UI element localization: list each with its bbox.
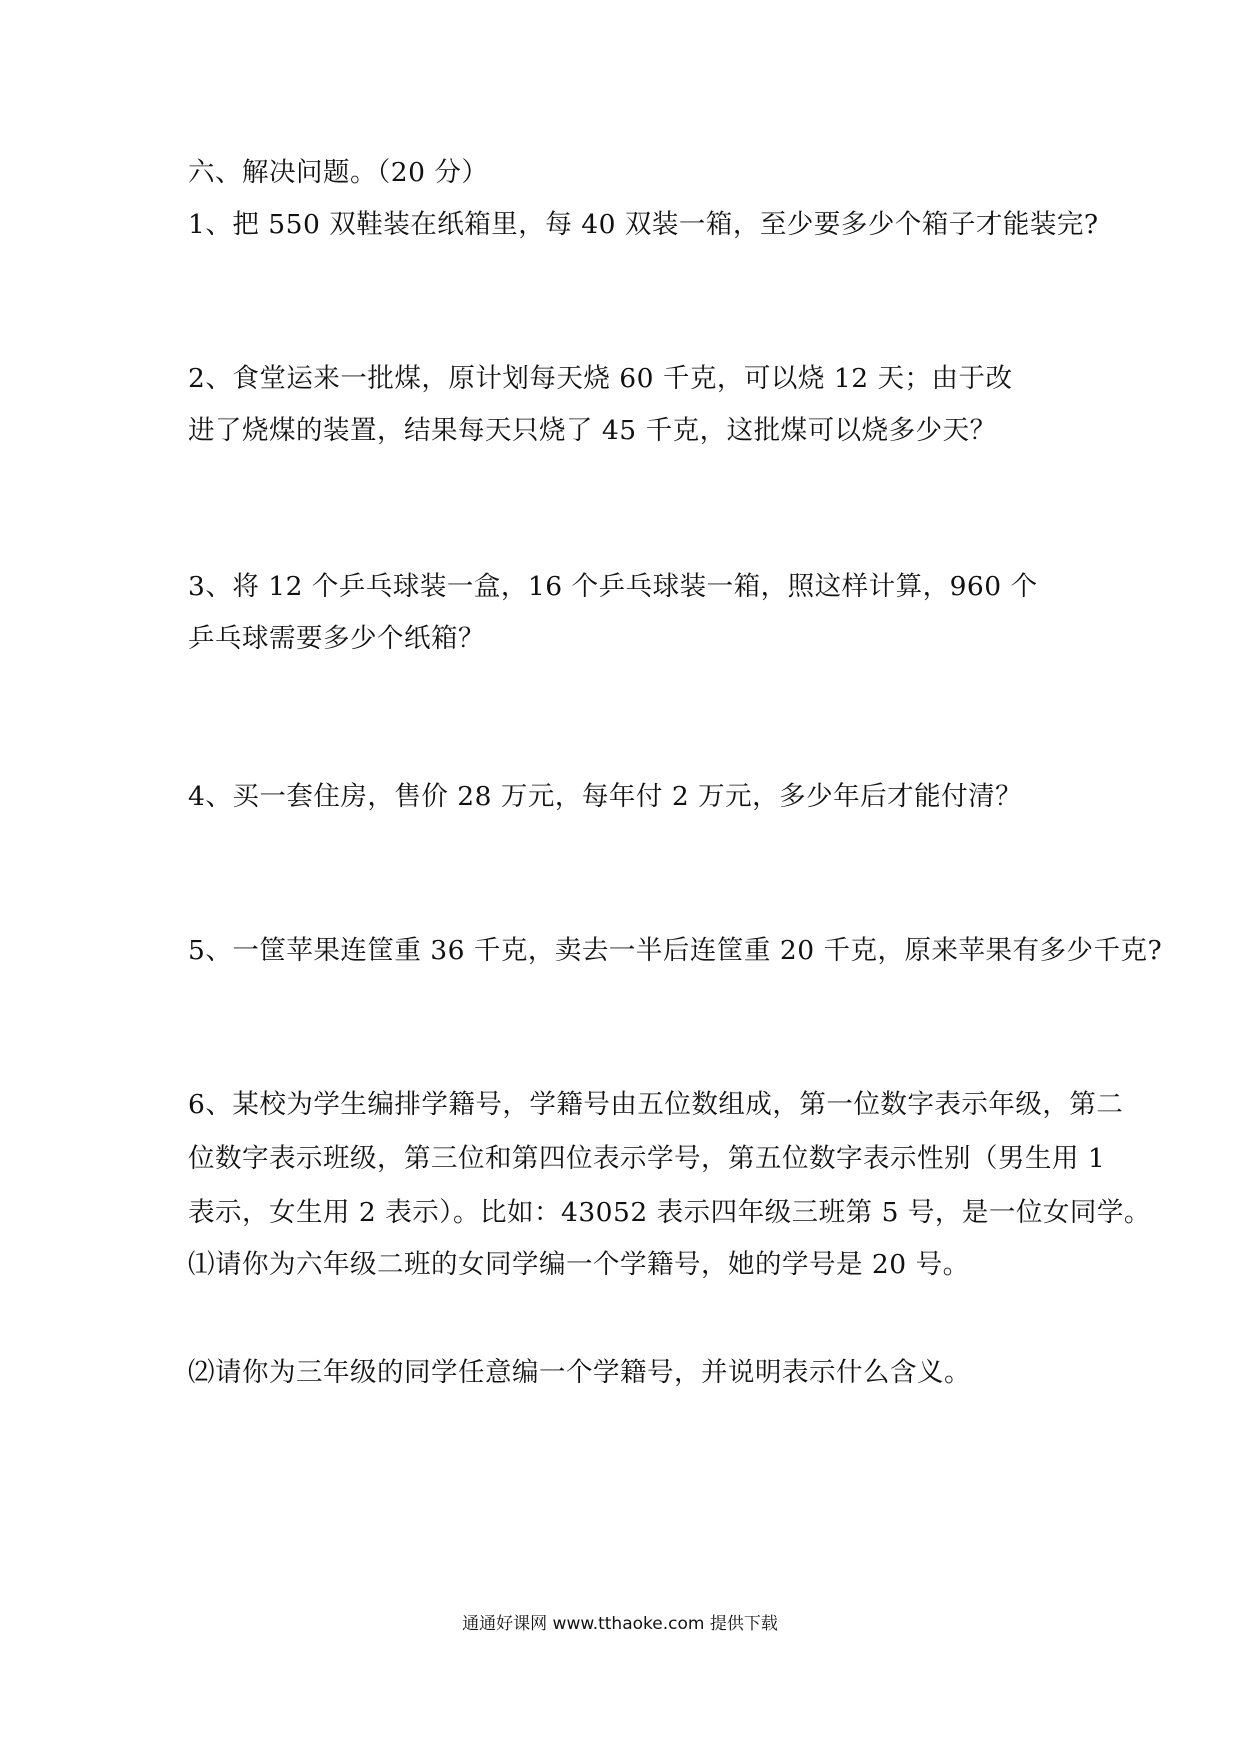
problem-3-line-1: 3、将 12 个乒乓球装一盒，16 个乒乓球装一箱，照这样计算，960 个 (188, 571, 1038, 602)
problem-4-line-1: 4、买一套住房，售价 28 万元，每年付 2 万元，多少年后才能付清？ (188, 781, 1023, 812)
problem-5-line-1: 5、一筐苹果连筐重 36 千克，卖去一半后连筐重 20 千克，原来苹果有多少千克? (188, 935, 1163, 966)
problem-6-line-3: 表示，女生用 2 表示）。比如：43052 表示四年级三班第 5 号，是一位女同学。 (188, 1197, 1151, 1228)
problem-2-line-1: 2、食堂运来一批煤，原计划每天烧 60 千克，可以烧 12 天；由于改 (188, 363, 1013, 394)
problem-2-line-2: 进了烧煤的装置，结果每天只烧了 45 千克，这批煤可以烧多少天？ (188, 415, 997, 446)
subquestion-2: ⑵请你为三年级的同学任意编一个学籍号，并说明表示什么含义。 (188, 1357, 971, 1388)
problem-1-line-1: 1、把 550 双鞋装在纸箱里，每 40 双装一箱，至少要多少个箱子才能装完? (188, 209, 1099, 240)
subquestion-1: ⑴请你为六年级二班的女同学编一个学籍号，她的学号是 20 号。 (188, 1249, 970, 1280)
section-title: 六、解决问题。（20 分） (188, 157, 489, 188)
problem-6-line-1: 6、某校为学生编排学籍号，学籍号由五位数组成，第一位数字表示年级，第二 (188, 1089, 1124, 1120)
problem-6-line-2: 位数字表示班级，第三位和第四位表示学号，第五位数字表示性别（男生用 1 (188, 1143, 1106, 1174)
problem-3-line-2: 乒乓球需要多少个纸箱？ (188, 623, 485, 654)
footer-credit: 通通好课网 www.tthaoke.com 提供下载 (462, 1614, 778, 1634)
